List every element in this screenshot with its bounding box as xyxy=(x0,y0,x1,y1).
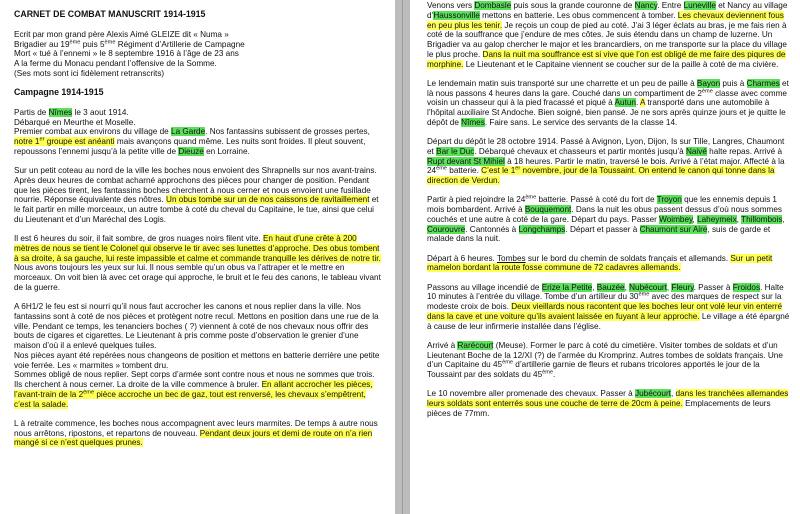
place-highlight: Autun xyxy=(614,98,636,108)
text-highlight: Les chevaux deviennent fous en peu plus les tenir. xyxy=(427,10,784,30)
place-highlight: Nubécourt xyxy=(629,282,667,292)
text-highlight: A xyxy=(640,98,646,108)
text-highlight: Pendant deux jours et demi de route on n’a rien mangé si ce n’est quelques prunes. xyxy=(14,428,373,448)
text-highlight: Dans la nuit ma souffrance est si vive que l’on est obligé de me faire des piqures de morphine. xyxy=(427,49,786,69)
right-page xyxy=(410,0,800,514)
text-highlight: En haut d’une crête à 200 mètres de nous se tient le Colonel qui observe le tir avec ses lunettes d’approche. Des obus tombent à sa droite, à sa gauche, lui reste impassible et calme et commande tranquille les dérives de notre tir. xyxy=(14,234,381,263)
gutter-divider xyxy=(402,0,403,514)
place-highlight: Fleury xyxy=(671,282,694,292)
place-highlight: Naivé xyxy=(685,146,707,156)
intro-block xyxy=(14,30,383,79)
place-highlight: Erize la Petite xyxy=(541,282,593,292)
place-highlight: Longchamps xyxy=(518,224,566,234)
right-paragraph-2: Le lendemain matin suis transporté sur une charrette et un peu de paille à Bayon puis à Charmes et là nous passons 4 heures dans la gare. Couché dans un compartiment de 2ème classe avec comme voisin un chasseur qui à la pied fracassé et piqué à Autun. A transporté dans une automobile à l’hôpital auxiliaire St Andoche. Bien soigné, bien pansé. Je ne sors après quinze jours et je quitte le dépôt de Nîmes. Faire sans. Le service des servants de la classe 14. xyxy=(427,78,789,127)
place-highlight: Rarécourt xyxy=(457,340,494,350)
left-page xyxy=(0,0,395,514)
place-highlight: Troyon xyxy=(656,195,682,205)
place-highlight: Haussonville xyxy=(433,10,480,20)
place-highlight: Bar le Duc xyxy=(436,146,475,156)
place-highlight: Bayon xyxy=(696,78,721,88)
right-paragraph-3: Départ du dépôt le 28 octobre 1914. Passé à Avignon, Lyon, Dijon, Is sur Tille, Langres, Chaumont et Bar le Duc. Débarqué chevaux et chasseurs et partir montés jusqu’à Naivé halte repas. Arrivé à Rupt devant St Mihiel à 18 heures. Partir le matin, traversé le bois. Arrivé à l’état major. Affecté à la 24ème batterie. C’est le 1er novembre, jour de la Toussaint. On entend le canon qui tonne dans la direction de Verdun. xyxy=(427,137,785,185)
intro-death: Mort « tué à l’ennemi » le 8 septembre 1916 à l’âge de 23 ans xyxy=(14,49,239,59)
left-paragraph-2: Sur un petit coteau au nord de la ville les boches nous envoient des Shrapnells sur nos avant-trains. Après deux heures de combat acharné approchons des pièces pour changer de position. Pendant que les pièces tirent, les fantassins boches cherchent à nous cerner et nous envoient une fusillade nourrie. Réponse équivalente des nôtres. Un obus tombe sur un de nos caissons de ravitaillement et le fait partir en mille morceaux, un autre tombe à coté du cheval du Capitaine, le tue, ainsi que celui du Lieutenant et d’un Maréchal des Logis. xyxy=(14,166,379,224)
left-paragraph-5: L à retraite commence, les boches nous accompagnent avec leurs marmites. De temps à autre nous nous arrêtons, ripostons, et repartons de nouveau. Pendant deux jours et demi de route on n’a rien mangé si ce n’est quelques prunes. xyxy=(14,418,378,448)
intro-author: Ecrit par mon grand père Alexis Aimé GLEIZE dit « Numa » xyxy=(14,29,229,39)
place-highlight: Dieuze xyxy=(178,146,204,156)
right-paragraph-1: Venons vers Dombasle puis sous la grande couronne de Nancy. Entre Luneville et Nancy au village d’Haussonville mettons en batterie. Les obus commencent à tomber. Les chevaux deviennent fous en peu plus les tenir. Je reçois un coup de pied au coté. J’ai 3 léger éclats au bras, je me fais rien à coté de la souffrance que j’endure de mes côtes. Je suis étendu dans un champ de luzerne. Un Brigadier va au galop chercher le major et les brancardiers, on me transporte sur la place du village le plus proche. Dans la nuit ma souffrance est si vive que l’on est obligé de me faire des piqures de morphine. Le Lieutenant et le Capitaine viennent se coucher sur de la paille à coté de ma civière. xyxy=(427,1,788,69)
place-highlight: Charmes xyxy=(746,78,780,88)
left-paragraph-1: Partis de Nîmes le 3 aout 1914. Débarqué en Meurthe et Moselle. Premier combat aux environs du village de La Garde. Nos fantassins subissent de grosses pertes, notre 1er groupe est anéanti mais avançons quand même. Les nuits sont froides. Il pleut souvent, repoussons l’ennemi jusqu’à la petite ville de Dieuze en Lorraine. xyxy=(14,107,370,156)
place-highlight: Bauzée xyxy=(596,282,625,292)
place-highlight: Froidos xyxy=(732,282,761,292)
intro-place: A la ferme du Monacu pendant l’offensive de la Somme. xyxy=(14,59,217,68)
right-paragraph-8: Le 10 novembre aller promenade des chevaux. Passer à Jubécourt, dans les tranchées allemandes leurs soldats sont enterrés sous une couche de terre de 20cm à peine. Emplacements de leurs pièces de 77mm. xyxy=(427,389,789,418)
place-highlight: Jubécourt xyxy=(635,389,671,399)
place-highlight: Rupt devant St Mihiel xyxy=(427,156,505,166)
right-paragraph-7: Arrivé à Rarécourt (Meuse). Former le parc à coté du cimetière. Visiter tombes de soldats et d’un Lieutenant Boche de la 12/XI (?) de l’armée du Kromprinz. Autres tombes de soldats français. Une d’un Capitaine du 45ème d’artillerie garnie de fleurs et rubans tricolores apportés le jour de la Toussaint par des soldats du 45ème. xyxy=(427,340,783,379)
text-highlight: notre 1er groupe est anéanti xyxy=(14,136,115,146)
section-heading: Campagne 1914-1915 xyxy=(14,87,104,97)
place-highlight: Courouvre xyxy=(427,224,466,234)
place-highlight: Dombasle xyxy=(474,1,512,10)
text-highlight: Sur un petit mamelon bordant la route fosse commune de 72 cadavres allemands. xyxy=(427,253,773,273)
intro-rank: Brigadier au 19ème puis 5ème Régiment d’Artillerie de Campagne xyxy=(14,38,245,49)
left-paragraph-4: A 6H1/2 le feu est si nourri qu’il nous faut accrocher les canons et nous replier dans la ville. Nos fantassins sont à coté de nos pièces et protègent notre recul. Mettons en position dans une rue de la ville. Pendant ce temps, les tenanciers boches ( ?) viennent à coté de nos chevaux nous offrir des bouts de cigares et cigarettes. Le Lieutenant à pris comme poste d’observation le grenier d’une maison d’où il a enlevé quelques tuiles. Nos pièces ayant été repérées nous changeons de position et mettons en batterie derrière une petite voie ferrée. Les « marmites » tombent dru. Sommes obligé de nous replier. Sept corps d’armée sont contre nous et nous ne sommes que trois. Ils cherchent à nous cerner. La droite de la ville commence à bruler. En allant accrocher les pièces, l’avant-train de la 2ème pièce accroche un bec de gaz, tout est renversé, les chevaux s’empêtrent, c’est la salade. xyxy=(14,302,380,409)
right-paragraph-6: Passons au village incendié de Erize la Petite, Bauzée, Nubécourt, Fleury. Passer à Froidos. Halte 10 minutes à l’entrée du village. Tombe d’un artilleur du 30ème avec des marques de respect sur la modeste croix de bois. Deux vieillards nous racontent que les boches leur ont volé leur vin enterré dans la cave et une voiture qu’ils avaient laissée en fuyant à leur approche. Le village a été épargné à cause de leur infirmerie installée dans l’église. xyxy=(427,282,790,331)
right-paragraph-5: Départ à 6 heures. Tombes sur le bord du chemin de soldats français et allemands. Sur un petit mamelon bordant la route fosse commune de 72 cadavres allemands. xyxy=(427,253,773,273)
place-highlight: Bouquemont xyxy=(524,205,572,214)
intro-note: (Ses mots sont ici fidèlement retranscrits) xyxy=(14,68,165,78)
text-highlight: C’est le 1er novembre, jour de la Toussaint. On entend le canon qui tonne dans la direction de Verdun. xyxy=(427,165,775,185)
place-highlight: Luneville xyxy=(683,1,716,10)
place-highlight: Nîmes xyxy=(48,107,73,117)
text-highlight: Un obus tombe sur un de nos caissons de ravitaillement xyxy=(166,195,370,205)
place-highlight: Thillombois xyxy=(741,214,783,224)
text-highlight: En allant accrocher les pièces, l’avant-train de la 2ème pièce accroche un bec de gaz, tout est renversé, les chevaux s’empêtrent, c’est la salade. xyxy=(14,380,373,409)
place-highlight: La Garde xyxy=(171,127,206,137)
place-highlight: Laheymeix xyxy=(697,214,737,224)
text-highlight: dans les tranchées allemandes leurs soldats sont enterrés sous une couche de terre de 20cm à peine. xyxy=(427,389,789,408)
text-highlight: Deux vieillards nous racontent que les boches leur ont volé leur vin enterré dans la cave et une voiture qu’ils avaient laissée en fuyant à leur approche. xyxy=(427,302,782,321)
place-highlight: Chaumont sur Aire xyxy=(639,224,708,234)
place-highlight: Nancy xyxy=(634,1,658,10)
right-paragraph-4: Partir à pied rejoindre la 24ème batterie. Passé à coté du fort de Troyon que les ennemis depuis 1 mois bombardent. Arrivé à Bouquemont. Dans la nuit les obus passent dessus d’où nous sommes couchés et une autre à coté de la gare. Départ du pays. Passer Woimbey, Laheymeix, Thillombois, Courouvre. Cantonnés à Longchamps. Départ et passer à Chaumont sur Aire, suis de garde et malade dans la nuit. xyxy=(427,194,785,244)
place-highlight: Nîmes xyxy=(461,117,485,127)
left-paragraph-3: Il est 6 heures du soir, il fait sombre, de gros nuages noirs filent vite. En haut d’une crête à 200 mètres de nous se tient le Colonel qui observe le tir avec ses lunettes d’approche. Des obus tombent à sa droite, à sa gauche, lui reste impassible et calme et commande tranquille les dérives de notre tir. Nous avons toujours les yeux sur lui. Il nous semble qu’un obus va l’attraper et le mettre en morceaux. On voit bien là avec cet orage qui approche, le bruit et le feu des canons, le tableau vivant de la guerre. xyxy=(14,234,381,292)
document-title: CARNET DE COMBAT MANUSCRIT 1914-1915 xyxy=(14,9,206,19)
place-highlight: Woimbey xyxy=(659,214,693,224)
